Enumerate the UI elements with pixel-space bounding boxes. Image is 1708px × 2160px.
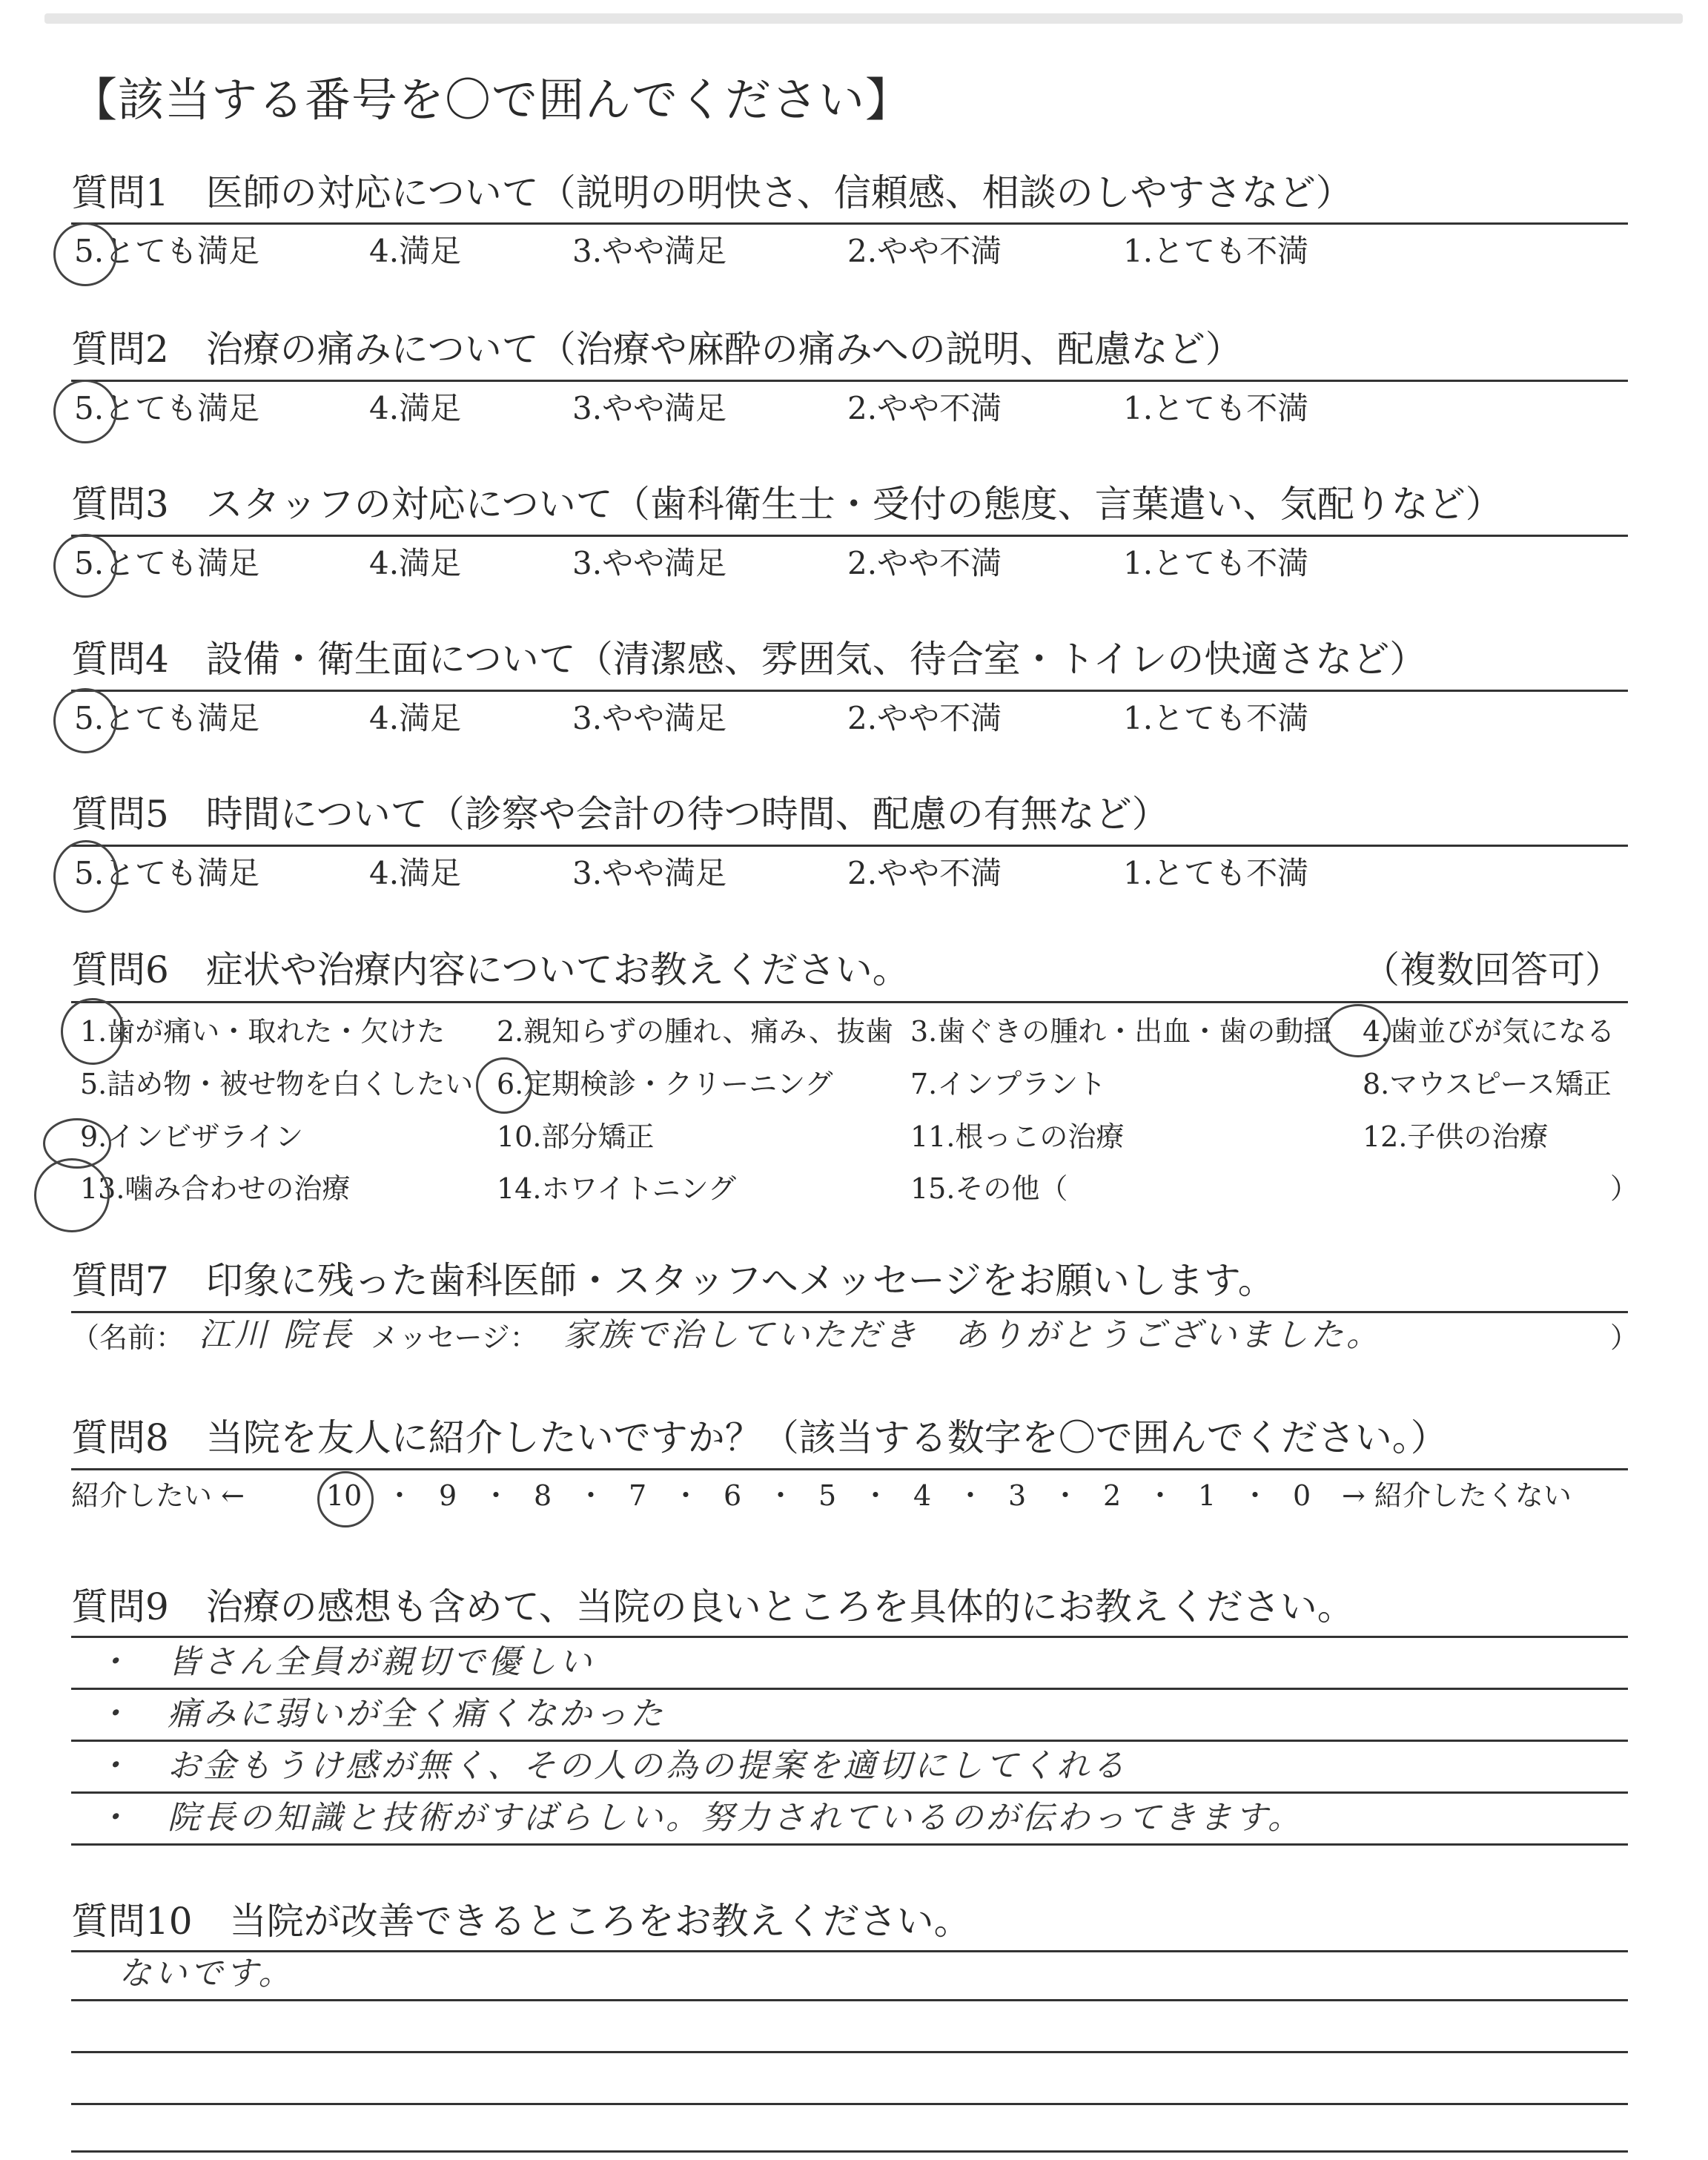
divider xyxy=(71,1950,1628,1952)
divider xyxy=(71,222,1628,225)
recommend-left-label: 紹介したい ← xyxy=(71,1479,245,1512)
answer-circle xyxy=(53,380,117,443)
answer-line xyxy=(71,2051,1628,2053)
option-5[interactable]: 5.とても満足 xyxy=(74,390,260,426)
option-2[interactable]: 2.やや不満 xyxy=(847,233,1002,269)
option-2[interactable]: 2.やや不満 xyxy=(847,390,1002,426)
option-1[interactable]: 1.とても不満 xyxy=(1123,233,1309,269)
symptom-option-8[interactable]: 8.マウスピース矯正 xyxy=(1363,1068,1612,1100)
option-3[interactable]: 3.やや満足 xyxy=(572,390,727,426)
page-heading: 【該当する番号を〇で囲んでください】 xyxy=(71,73,913,127)
option-2[interactable]: 2.やや不満 xyxy=(847,700,1002,736)
option-3[interactable]: 3.やや満足 xyxy=(572,855,727,891)
symptom-option-13[interactable]: 13.噛み合わせの治療 xyxy=(80,1172,351,1205)
scale-separator: ・ xyxy=(1051,1479,1080,1512)
divider xyxy=(71,1468,1628,1470)
answer-circle xyxy=(53,534,117,598)
option-4[interactable]: 4.満足 xyxy=(369,700,462,736)
symptom-option-12[interactable]: 12.子供の治療 xyxy=(1363,1120,1549,1153)
option-3[interactable]: 3.やや満足 xyxy=(572,545,727,581)
option-4[interactable]: 4.満足 xyxy=(369,545,462,581)
scale-separator: ・ xyxy=(861,1479,890,1512)
answer-line xyxy=(71,1740,1628,1742)
option-1[interactable]: 1.とても不満 xyxy=(1123,700,1309,736)
message-label: メッセージ： xyxy=(371,1321,538,1354)
scale-separator: ・ xyxy=(577,1479,606,1512)
question-title: 質問10 当院が改善できるところをお教えください。 xyxy=(71,1900,971,1943)
option-3[interactable]: 3.やや満足 xyxy=(572,233,727,269)
answer-circle xyxy=(34,1158,110,1232)
option-5[interactable]: 5.とても満足 xyxy=(74,545,260,581)
message-close-paren: ） xyxy=(1610,1321,1639,1354)
option-3[interactable]: 3.やや満足 xyxy=(572,700,727,736)
symptom-option-10[interactable]: 10.部分矯正 xyxy=(497,1120,655,1153)
symptom-option-4[interactable]: 4.歯並びが気になる xyxy=(1363,1015,1615,1048)
handwritten-answer: ないです。 xyxy=(119,1955,294,1992)
answer-circle xyxy=(53,222,117,286)
scale-9[interactable]: 9 xyxy=(439,1479,457,1512)
scale-separator: ・ xyxy=(482,1479,511,1512)
scale-5[interactable]: 5 xyxy=(818,1479,837,1512)
handwritten-name: 江川 院長 xyxy=(199,1316,354,1354)
scale-4[interactable]: 4 xyxy=(913,1479,932,1512)
scale-6[interactable]: 6 xyxy=(724,1479,742,1512)
question-title: 質問5 時間について（診察や会計の待つ時間、配慮の有無など） xyxy=(71,793,1169,836)
answer-circle xyxy=(476,1057,532,1114)
symptom-option-1[interactable]: 1.歯が痛い・取れた・欠けた xyxy=(80,1015,446,1048)
answer-line xyxy=(71,2103,1628,2105)
handwritten-answer: ・ 痛みに弱いが全く痛くなかった xyxy=(96,1695,666,1733)
answer-line xyxy=(71,2150,1628,2153)
recommend-right-label: → 紹介したくない xyxy=(1342,1479,1572,1512)
symptom-option-14[interactable]: 14.ホワイトニング xyxy=(497,1172,737,1205)
scale-10[interactable]: 10 xyxy=(326,1479,363,1512)
divider xyxy=(71,690,1628,692)
answer-line xyxy=(71,1791,1628,1794)
divider xyxy=(71,1311,1628,1313)
option-2[interactable]: 2.やや不満 xyxy=(847,545,1002,581)
question-title: 質問7 印象に残った歯科医師・スタッフへメッセージをお願いします。 xyxy=(71,1259,1275,1302)
option-1[interactable]: 1.とても不満 xyxy=(1123,855,1309,891)
symptom-option-15[interactable]: 15.その他（ xyxy=(910,1172,1068,1205)
scale-separator: ・ xyxy=(1241,1479,1270,1512)
scale-separator: ・ xyxy=(672,1479,701,1512)
other-close-paren: ） xyxy=(1610,1172,1639,1205)
option-5[interactable]: 5.とても満足 xyxy=(74,700,260,736)
divider xyxy=(71,1636,1628,1638)
question-title: 質問6 症状や治療内容についてお教えください。 xyxy=(71,948,910,991)
symptom-option-2[interactable]: 2.親知らずの腫れ、痛み、抜歯 xyxy=(497,1015,893,1048)
question-title: 質問8 当院を友人に紹介したいですか？（該当する数字を〇で囲んでください。） xyxy=(71,1416,1448,1459)
option-4[interactable]: 4.満足 xyxy=(369,855,462,891)
scale-2[interactable]: 2 xyxy=(1103,1479,1122,1512)
scale-separator: ・ xyxy=(767,1479,795,1512)
symptom-option-9[interactable]: 9.インビザライン xyxy=(80,1120,304,1153)
answer-circle xyxy=(317,1471,374,1527)
scale-separator: ・ xyxy=(956,1479,985,1512)
answer-line xyxy=(71,1688,1628,1690)
option-1[interactable]: 1.とても不満 xyxy=(1123,390,1309,426)
question-title: 質問3 スタッフの対応について（歯科衛生士・受付の態度、言葉遣い、気配りなど） xyxy=(71,483,1503,526)
answer-circle xyxy=(61,998,125,1065)
symptom-option-7[interactable]: 7.インプラント xyxy=(910,1068,1107,1100)
scale-7[interactable]: 7 xyxy=(629,1479,647,1512)
handwritten-answer: ・ お金もうけ感が無く、その人の為の提案を適切にしてくれる xyxy=(96,1747,1128,1785)
handwritten-answer: ・ 皆さん全員が親切で優しい xyxy=(96,1643,595,1681)
scan-top-edge xyxy=(44,13,1683,24)
handwritten-message: 家族で治していただき ありがとうございました。 xyxy=(563,1316,1382,1354)
option-2[interactable]: 2.やや不満 xyxy=(847,855,1002,891)
symptom-option-5[interactable]: 5.詰め物・被せ物を白くしたい xyxy=(80,1068,474,1100)
symptom-option-3[interactable]: 3.歯ぐきの腫れ・出血・歯の動揺 xyxy=(910,1015,1332,1048)
answer-circle xyxy=(53,840,119,913)
handwritten-answer: ・ 院長の知識と技術がすばらしい。努力されているのが伝わってきます。 xyxy=(96,1799,1304,1837)
scale-8[interactable]: 8 xyxy=(534,1479,552,1512)
scale-3[interactable]: 3 xyxy=(1008,1479,1027,1512)
divider xyxy=(71,535,1628,537)
option-4[interactable]: 4.満足 xyxy=(369,390,462,426)
multiple-answer-note: （複数回答可） xyxy=(1363,948,1622,991)
divider xyxy=(71,380,1628,382)
option-5[interactable]: 5.とても満足 xyxy=(74,233,260,269)
question-title: 質問4 設備・衛生面について（清潔感、雰囲気、待合室・トイレの快適さなど） xyxy=(71,638,1427,681)
divider xyxy=(71,845,1628,847)
name-label: （名前： xyxy=(71,1321,185,1354)
divider xyxy=(71,1001,1628,1003)
option-5[interactable]: 5.とても満足 xyxy=(74,855,260,891)
answer-line xyxy=(71,1999,1628,2001)
question-title: 質問9 治療の感想も含めて、当院の良いところを具体的にお教えください。 xyxy=(71,1585,1354,1628)
scale-1[interactable]: 1 xyxy=(1198,1479,1217,1512)
answer-circle xyxy=(53,688,117,753)
scale-separator: ・ xyxy=(385,1479,414,1512)
scale-0[interactable]: 0 xyxy=(1293,1479,1311,1512)
symptom-option-6[interactable]: 6.定期検診・クリーニング xyxy=(497,1068,833,1100)
answer-line xyxy=(71,1843,1628,1846)
question-title: 質問1 医師の対応について（説明の明快さ、信頼感、相談のしやすさなど） xyxy=(71,171,1353,214)
scale-separator: ・ xyxy=(1146,1479,1175,1512)
option-1[interactable]: 1.とても不満 xyxy=(1123,545,1309,581)
option-4[interactable]: 4.満足 xyxy=(369,233,462,269)
answer-circle xyxy=(1325,1004,1391,1057)
symptom-option-11[interactable]: 11.根っこの治療 xyxy=(910,1120,1125,1153)
question-title: 質問2 治療の痛みについて（治療や麻酔の痛みへの説明、配慮など） xyxy=(71,328,1242,371)
